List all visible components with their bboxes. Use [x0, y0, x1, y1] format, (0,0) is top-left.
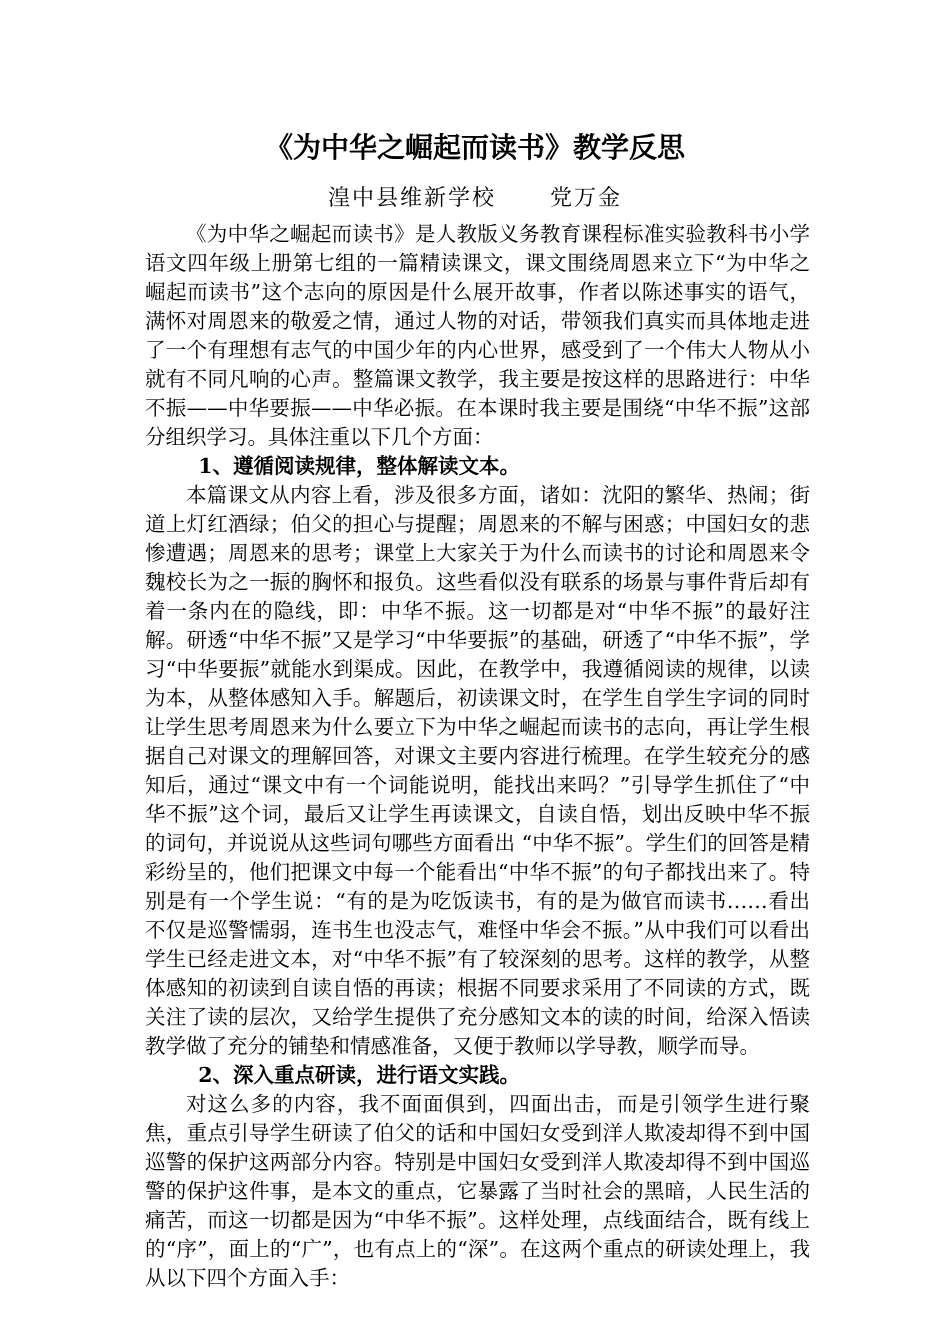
- section-heading-2: 2、深入重点研读，进行语文实践。: [198, 1063, 521, 1087]
- section-2-paragraph: 对这么多的内容，我不面面俱到，四面出击，而是引领学生进行聚焦，重点引导学生研读了伯父的话和中国妇女受到洋人欺凌却得不到中国巡警的保护这两部分内容。特别是中国妇女受到洋人欺凌却得不到中国巡警的保护这件事，是本文的重点，它暴露了当时社会的黑暗，人民生活的痛苦，而这一切都是因为“中华不振”。这样处理，点线面结合，既有线上的“序”，面上的“广”，也有点上的“深”。在这两个重点的研读处理上，我从以下四个方面入手：: [145, 1092, 810, 1290]
- intro-paragraph: 《为中华之崛起而读书》是人教版义务教育课程标准实验教科书小学语文四年级上册第七组的一篇精读课文，课文围绕周恩来立下“为中华之崛起而读书”这个志向的原因是什么展开故事，作者以陈述事实的语气，满怀对周恩来的敬爱之情，通过人物的对话，带领我们真实而具体地走进了一个有理想有志气的中国少年的内心世界，感受到了一个伟大人物从小就有不同凡响的心声。整篇课文教学，我主要是按这样的思路进行：中华不振——中华要振——中华必振。在本课时我主要是围绕“中华不振”这部分组织学习。具体注重以下几个方面：: [145, 222, 810, 449]
- author-byline: 湟中县维新学校 党万金: [328, 186, 622, 211]
- document-body: [145, 220, 810, 1293]
- section-1-paragraph: 本篇课文从内容上看，涉及很多方面，诸如：沈阳的繁华、热闹；街道上灯红酒绿；伯父的担心与提醒；周恩来的不解与困惑；中国妇女的悲惨遭遇；周恩来的思考；课堂上大家关于为什么而读书的讨论和周恩来令魏校长为之一振的胸怀和报负。这些看似没有联系的场景与事件背后却有着一条内在的隐线，即：中华不振。这一切都是对“中华不振”的最好注解。研透“中华不振”又是学习“中华要振”的基础，研透了“中华不振”，学习“中华要振”就能水到渠成。因此，在教学中，我遵循阅读的规律，以读为本，从整体感知入手。解题后，初读课文时，在学生自学生字词的同时让学生思考周恩来为什么要立下为中华之崛起而读书的志向，再让学生根据自己对课文的理解回答，对课文主要内容进行梳理。在学生较充分的感知后，通过“课文中有一个词能说明，能找出来吗？”引导学生抓住了“中华不振”这个词，最后又让学生再读课文，自读自悟，划出反映中华不振的词句，并说说从这些词句哪些方面看出 “中华不振”。学生们的回答是精彩纷呈的，他们把课文中每一个能看出“中华不振”的句子都找出来了。特别是有一个学生说：“有的是为吃饭读书，有的是为做官而读书……看出不仅是巡警懦弱，连书生也没志气，难怪中华会不振。”从中我们可以看出学生已经走进文本，对“中华不振”有了较深刻的思考。这样的教学，从整体感知的初读到自读自悟的再读；根据不同要求采用了不同读的方式，既关注了读的层次，又给学生提供了充分感知文本的读的时间，给深入悟读教学做了充分的铺垫和情感准备，又便于教师以学导教，顺学而导。: [145, 483, 810, 1058]
- section-heading-1: 1、遵循阅读规律，整体解读文本。: [198, 454, 521, 478]
- document-title: 《为中华之崛起而读书》教学反思: [264, 131, 685, 164]
